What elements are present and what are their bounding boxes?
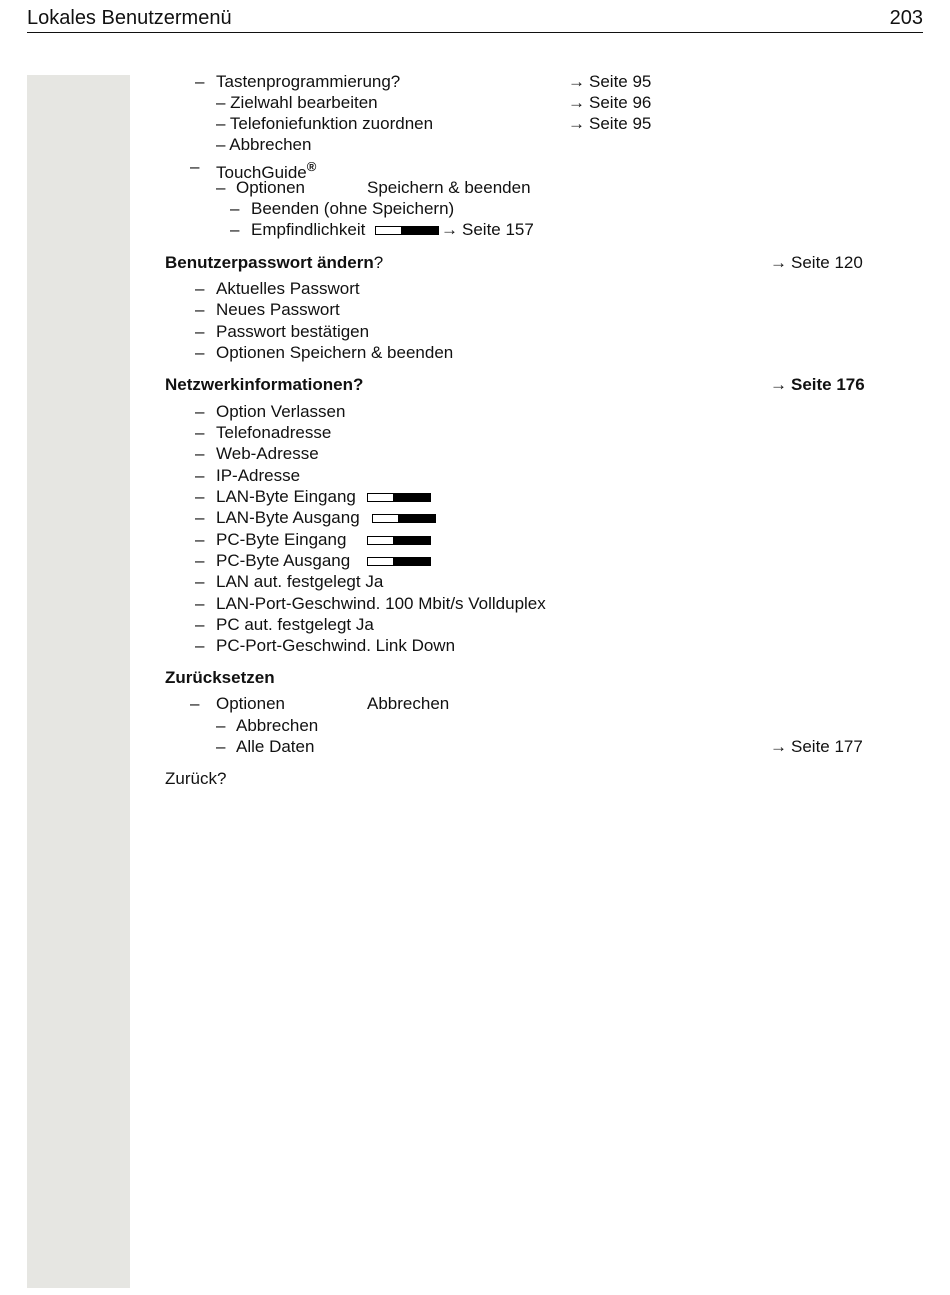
list-dash: – bbox=[195, 551, 205, 570]
touchguide-beenden: Beenden (ohne Speichern) bbox=[251, 199, 455, 218]
arrow-right-icon: → bbox=[770, 375, 787, 394]
list-dash: – bbox=[195, 343, 205, 362]
reset-alle-daten: Alle Daten bbox=[236, 737, 315, 756]
list-item: Passwort bestätigen bbox=[216, 322, 370, 341]
passwort-heading-q: ? bbox=[373, 253, 384, 272]
lan-byte-out-bar bbox=[372, 514, 436, 523]
reset-optionen: Optionen bbox=[216, 694, 285, 713]
header-title: Lokales Benutzermenü bbox=[27, 7, 232, 29]
reset-abbrechen: Abbrechen bbox=[236, 716, 319, 735]
list-dash: – bbox=[195, 279, 205, 298]
margin-sidebar bbox=[27, 75, 130, 1288]
list-dash: – bbox=[190, 157, 200, 176]
touchguide-optionen: Optionen bbox=[236, 178, 305, 197]
list-dash: – bbox=[195, 72, 205, 91]
list-dash: – bbox=[195, 615, 205, 634]
list-dash: – bbox=[230, 199, 240, 218]
list-item: Option Verlassen bbox=[216, 402, 346, 421]
arrow-right-icon: → bbox=[441, 220, 458, 239]
list-dash: – bbox=[216, 178, 226, 197]
reset-ref[interactable] bbox=[770, 737, 863, 757]
list-dash: – bbox=[195, 594, 205, 613]
pc-byte-in-bar bbox=[367, 536, 431, 545]
list-item: PC aut. festgelegt Ja bbox=[216, 615, 374, 634]
reset-optionen-value: Abbrechen bbox=[367, 694, 450, 713]
list-dash: – bbox=[195, 487, 205, 506]
list-item: Neues Passwort bbox=[216, 300, 340, 319]
list-item: Aktuelles Passwort bbox=[216, 279, 360, 298]
arrow-right-icon: → bbox=[770, 737, 787, 756]
pc-byte-out-bar bbox=[367, 557, 431, 566]
reset-heading: Zurücksetzen bbox=[165, 668, 275, 687]
sensitivity-bar bbox=[375, 226, 439, 235]
touchguide-empfindlichkeit: Empfindlichkeit bbox=[251, 220, 366, 239]
list-item: PC-Port-Geschwind. Link Down bbox=[216, 636, 456, 655]
empfindlichkeit-ref-text: Seite 157 bbox=[462, 220, 534, 239]
list-dash: – bbox=[195, 423, 205, 442]
zielwahl-ref-text: Seite 96 bbox=[589, 93, 652, 112]
passwort-heading-text: Benutzerpasswort ändern bbox=[165, 253, 374, 272]
telefonie-label: – Telefoniefunktion zuordnen bbox=[216, 114, 434, 133]
zielwahl-ref[interactable] bbox=[568, 93, 651, 113]
lan-byte-in-bar-fill bbox=[393, 494, 430, 501]
netzwerk-heading: Netzwerkinformationen? bbox=[165, 375, 364, 394]
arrow-right-icon: → bbox=[568, 93, 585, 112]
list-dash: – bbox=[190, 694, 200, 713]
list-item: PC-Byte Ausgang bbox=[216, 551, 351, 570]
list-item: Web-Adresse bbox=[216, 444, 319, 463]
arrow-right-icon: → bbox=[770, 253, 787, 272]
tasten-ref-text: Seite 95 bbox=[589, 72, 652, 91]
tasten-ref[interactable] bbox=[568, 72, 651, 92]
header-divider bbox=[27, 32, 923, 33]
list-item: LAN aut. festgelegt Ja bbox=[216, 572, 384, 591]
passwort-ref[interactable] bbox=[770, 253, 863, 273]
passwort-ref-text: Seite 120 bbox=[791, 253, 863, 272]
list-item: PC-Byte Eingang bbox=[216, 530, 347, 549]
list-item: Telefonadresse bbox=[216, 423, 332, 442]
passwort-heading bbox=[165, 253, 383, 273]
zurueck-item[interactable]: Zurück? bbox=[165, 769, 227, 788]
pc-byte-in-bar-fill bbox=[393, 537, 430, 544]
list-dash: – bbox=[195, 444, 205, 463]
netzwerk-ref-text: Seite 176 bbox=[791, 375, 865, 394]
list-item: LAN-Byte Eingang bbox=[216, 487, 356, 506]
arrow-right-icon: → bbox=[568, 72, 585, 91]
lan-byte-out-bar-fill bbox=[398, 515, 435, 522]
list-item: LAN-Byte Ausgang bbox=[216, 508, 360, 527]
touchguide-optionen-value: Speichern & beenden bbox=[367, 178, 531, 197]
lan-byte-in-bar bbox=[367, 493, 431, 502]
telefonie-ref[interactable] bbox=[568, 114, 651, 134]
page-number: 203 bbox=[889, 7, 923, 29]
list-dash: – bbox=[195, 530, 205, 549]
list-dash: – bbox=[195, 402, 205, 421]
list-dash: – bbox=[195, 636, 205, 655]
list-dash: – bbox=[230, 220, 240, 239]
reset-ref-text: Seite 177 bbox=[791, 737, 863, 756]
telefonie-ref-text: Seite 95 bbox=[589, 114, 652, 133]
list-dash: – bbox=[195, 322, 205, 341]
list-dash: – bbox=[216, 716, 226, 735]
zielwahl-label: – Zielwahl bearbeiten bbox=[216, 93, 378, 112]
list-item: LAN-Port-Geschwind. 100 Mbit/s Vollduplex bbox=[216, 594, 546, 613]
netzwerk-ref[interactable] bbox=[770, 375, 865, 395]
list-item: IP-Adresse bbox=[216, 466, 301, 485]
tasten-label: Tastenprogrammierung? bbox=[216, 72, 401, 91]
arrow-right-icon: → bbox=[568, 114, 585, 133]
empfindlichkeit-ref[interactable] bbox=[441, 220, 534, 240]
list-dash: – bbox=[216, 737, 226, 756]
list-dash: – bbox=[195, 508, 205, 527]
list-dash: – bbox=[195, 466, 205, 485]
registered-mark: ® bbox=[306, 159, 317, 174]
abbrechen-label: – Abbrechen bbox=[216, 135, 312, 154]
list-dash: – bbox=[195, 572, 205, 591]
list-item: Optionen Speichern & beenden bbox=[216, 343, 454, 362]
list-dash: – bbox=[195, 300, 205, 319]
sensitivity-bar-fill bbox=[401, 227, 438, 234]
touchguide-text: TouchGuide bbox=[216, 163, 307, 182]
pc-byte-out-bar-fill bbox=[393, 558, 430, 565]
